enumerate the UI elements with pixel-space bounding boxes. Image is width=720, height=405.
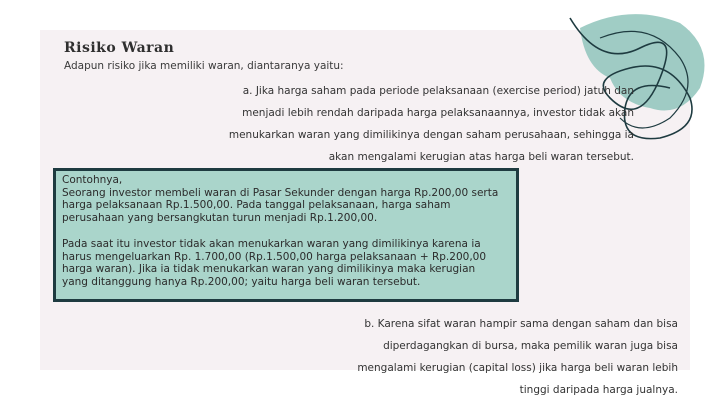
example-line: Seorang investor membeli waran di Pasar Sekunder dengan harga Rp.200,00 serta [62, 186, 499, 199]
point-a-line: a. Jika harga saham pada periode pelaksanaan (exercise period) jatuh dan [242, 85, 634, 97]
example-line: harga pelaksanaan Rp.1.500,00. Pada tanggal pelaksanaan, harga saham [62, 199, 451, 211]
example-line: yang ditanggung hanya Rp.200,00; yaitu harga beli waran tersebut. [62, 275, 421, 288]
example-line: harga waran). Jika ia tidak menukarkan waran yang dimilikinya maka kerugian [62, 263, 476, 275]
point-b-line: diperdagangkan di bursa, maka pemilik waran juga bisa [383, 340, 678, 352]
point-b-line: tinggi daripada harga jualnya. [519, 384, 678, 396]
point-a-line: menukarkan waran yang dimilikinya dengan saham perusahaan, sehingga ia [228, 129, 634, 141]
example-line: harus mengeluarkan Rp. 1.700,00 (Rp.1.500,00 harga pelaksanaan + Rp.200,00 [62, 250, 487, 263]
point-a-line: akan mengalami kerugian atas harga beli waran tersebut. [328, 151, 634, 163]
intro-text: Adapun risiko jika memiliki waran, diantaranya yaitu: [64, 60, 344, 72]
point-a-line: menjadi lebih rendah daripada harga pelaksanaannya, investor tidak akan [242, 107, 634, 119]
example-line: Pada saat itu investor tidak akan menukarkan waran yang dimilikinya karena ia [62, 238, 481, 250]
point-a [196, 80, 634, 168]
example-box [53, 168, 519, 302]
page-title: Risiko Waran [64, 40, 175, 56]
example-line: perusahaan yang bersangkutan turun menjadi Rp.1.200,00. [62, 211, 378, 224]
example-heading: Contohnya, [62, 174, 123, 186]
spacer [62, 224, 510, 238]
point-b [330, 313, 678, 401]
point-b-line: mengalami kerugian (capital loss) jika harga beli waran lebih [357, 362, 678, 374]
point-b-line: b. Karena sifat waran hampir sama dengan saham dan bisa [364, 318, 678, 330]
